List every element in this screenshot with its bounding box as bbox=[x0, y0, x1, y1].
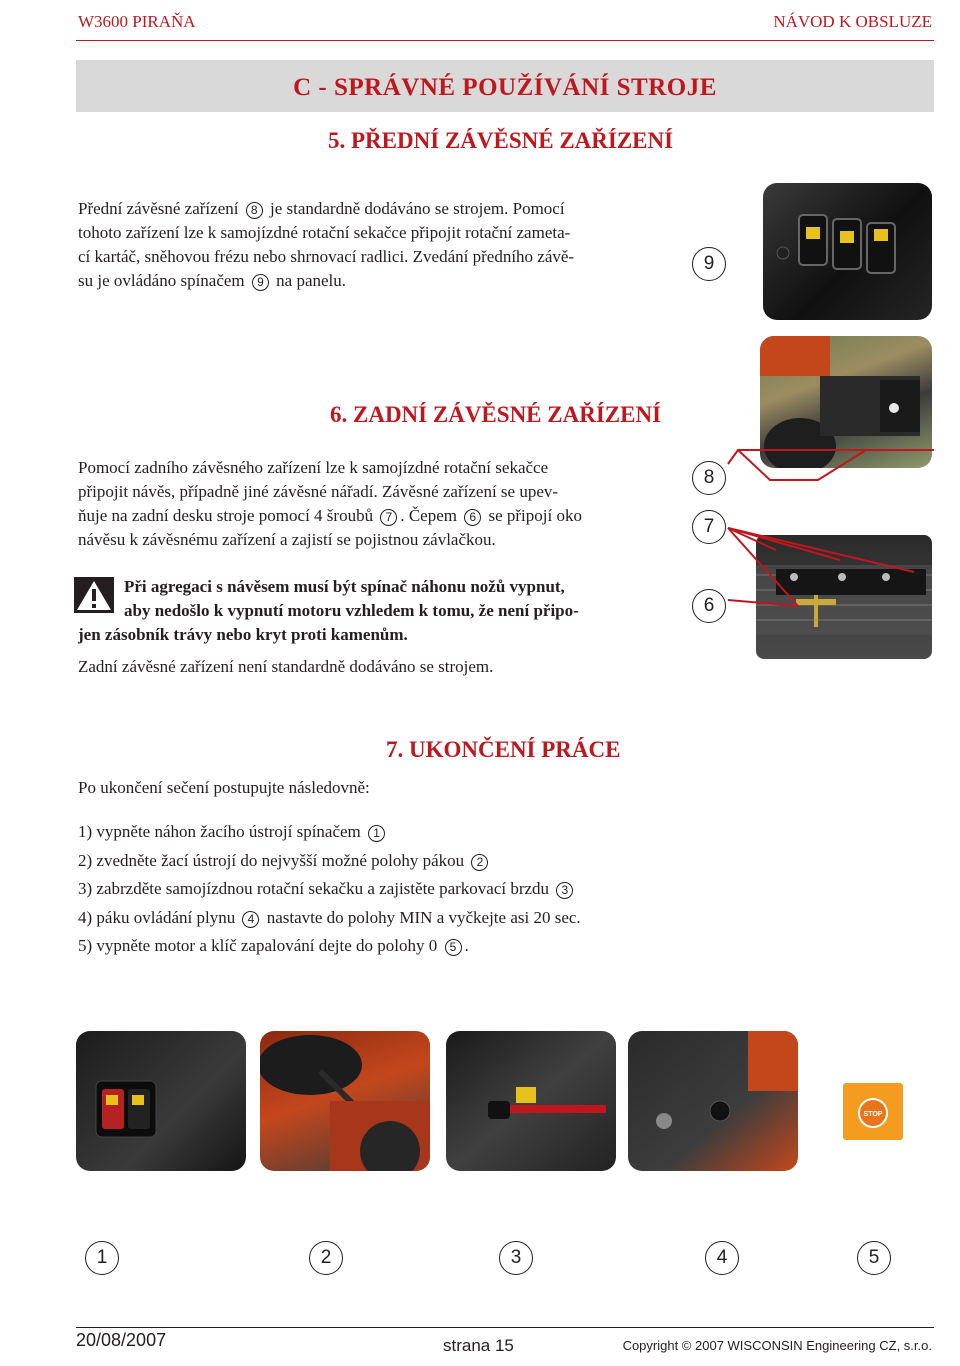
stop-label: STOP bbox=[863, 1111, 883, 1118]
photo-number-2: 2 bbox=[309, 1241, 343, 1275]
deck-lever-photo bbox=[260, 1031, 430, 1171]
text-line: připojit návěs, případně jiné závěsné nářadí. Závěsné zařízení se upev- bbox=[78, 482, 559, 501]
text-line: tohoto zařízení lze k samojízdné rotační sekačce připojit rotační zameta- bbox=[78, 223, 571, 242]
photo-number-4: 4 bbox=[705, 1241, 739, 1275]
footer-divider bbox=[76, 1327, 934, 1328]
warning-text bbox=[78, 575, 579, 647]
photo-number-5: 5 bbox=[857, 1241, 891, 1275]
throttle-ignition-photo bbox=[628, 1031, 798, 1171]
list-item bbox=[78, 904, 581, 933]
callout-8: 8 bbox=[692, 461, 726, 495]
inline-number-9: 9 bbox=[252, 274, 269, 291]
inline-number-4: 4 bbox=[242, 911, 259, 928]
parking-brake-photo bbox=[446, 1031, 616, 1171]
step-text: 3) zabrzděte samojízdnou rotační sekačku a zajistěte parkovací brzdu bbox=[78, 879, 550, 898]
text-span: na panelu. bbox=[276, 271, 347, 290]
header-product-name: W3600 PIRAŇA bbox=[78, 12, 196, 31]
photo-number-3: 3 bbox=[499, 1241, 533, 1275]
header-manual-title: NÁVOD K OBSLUZE bbox=[773, 12, 932, 31]
text-span: je standardně dodáváno se strojem. Pomocí bbox=[269, 199, 565, 218]
mower-switch-photo bbox=[76, 1031, 246, 1171]
text-line: Pomocí zadního závěsného zařízení lze k samojízdné rotační sekačce bbox=[78, 458, 549, 477]
page-number: strana 15 bbox=[443, 1336, 514, 1355]
callout-9: 9 bbox=[692, 247, 726, 281]
inline-number-6: 6 bbox=[464, 509, 481, 526]
section-5-text bbox=[78, 197, 574, 293]
header-divider bbox=[76, 40, 934, 41]
step-text-after: nastavte do polohy MIN a vyčkejte asi 20 sec. bbox=[266, 907, 581, 927]
section-6-text bbox=[78, 456, 582, 552]
list-item bbox=[78, 818, 581, 847]
text-span: . Čepem bbox=[400, 506, 457, 525]
footer-date: 20/08/2007 bbox=[76, 1330, 167, 1350]
inline-number-2: 2 bbox=[471, 854, 488, 871]
list-item bbox=[78, 847, 581, 876]
text-span: se připojí oko bbox=[488, 506, 582, 525]
callout-6: 6 bbox=[692, 589, 726, 623]
callout-leader-lines bbox=[690, 440, 934, 620]
inline-number-3: 3 bbox=[556, 882, 573, 899]
inline-number-7: 7 bbox=[380, 509, 397, 526]
list-item bbox=[78, 875, 581, 904]
callout-7: 7 bbox=[692, 510, 726, 544]
warning-line: Při agregaci s návěsem musí být spínač náhonu nožů vypnut, bbox=[124, 577, 565, 596]
inline-number-5: 5 bbox=[445, 939, 462, 956]
text-line: cí kartáč, sněhovou frézu nebo shrnovací radlici. Zvedání předního závě- bbox=[78, 247, 575, 266]
text-span: su je ovládáno spínačem bbox=[78, 271, 245, 290]
text-span: Přední závěsné zařízení bbox=[78, 199, 239, 218]
list-item bbox=[78, 932, 581, 961]
inline-number-8: 8 bbox=[246, 202, 263, 219]
step-text: 5) vypněte motor a klíč zapalování dejte do polohy 0 bbox=[78, 936, 438, 955]
warning-line: aby nedošlo k vypnutí motoru vzhledem k tomu, že není připo- bbox=[124, 601, 579, 620]
footer-copyright: Copyright © 2007 WISCONSIN Engineering CZ, s.r.o. bbox=[622, 1338, 932, 1353]
section-6-note: Zadní závěsné zařízení není standardně dodáváno se strojem. bbox=[78, 657, 494, 676]
stop-button-photo bbox=[843, 1083, 903, 1140]
section-5-title: 5. PŘEDNÍ ZÁVĚSNÉ ZAŘÍZENÍ bbox=[328, 128, 674, 153]
section-7-title: 7. UKONČENÍ PRÁCE bbox=[386, 737, 621, 762]
switch-panel-photo bbox=[763, 183, 932, 320]
text-line: návěsu k závěsnému zařízení a zajistí se pojistnou závlačkou. bbox=[78, 530, 496, 549]
inline-number-1: 1 bbox=[368, 825, 385, 842]
text-span: ňuje na zadní desku stroje pomocí 4 šroubů bbox=[78, 506, 374, 525]
section-6-title: 6. ZADNÍ ZÁVĚSNÉ ZAŘÍZENÍ bbox=[330, 402, 662, 427]
step-text-after: . bbox=[464, 936, 469, 955]
step-text: 4) páku ovládání plynu bbox=[78, 907, 236, 927]
section-7-intro: Po ukončení sečení postupujte následovně: bbox=[78, 778, 370, 797]
steps-list bbox=[78, 818, 581, 961]
step-text: 2) zvedněte žací ústrojí do nejvyšší možné polohy pákou bbox=[78, 850, 465, 870]
warning-line: jen zásobník trávy nebo kryt proti kamenům. bbox=[78, 625, 408, 644]
step-text: 1) vypněte náhon žacího ústrojí spínačem bbox=[78, 822, 361, 841]
chapter-title: C - SPRÁVNÉ POUŽÍVÁNÍ STROJE bbox=[293, 74, 717, 101]
photo-number-1: 1 bbox=[85, 1241, 119, 1275]
